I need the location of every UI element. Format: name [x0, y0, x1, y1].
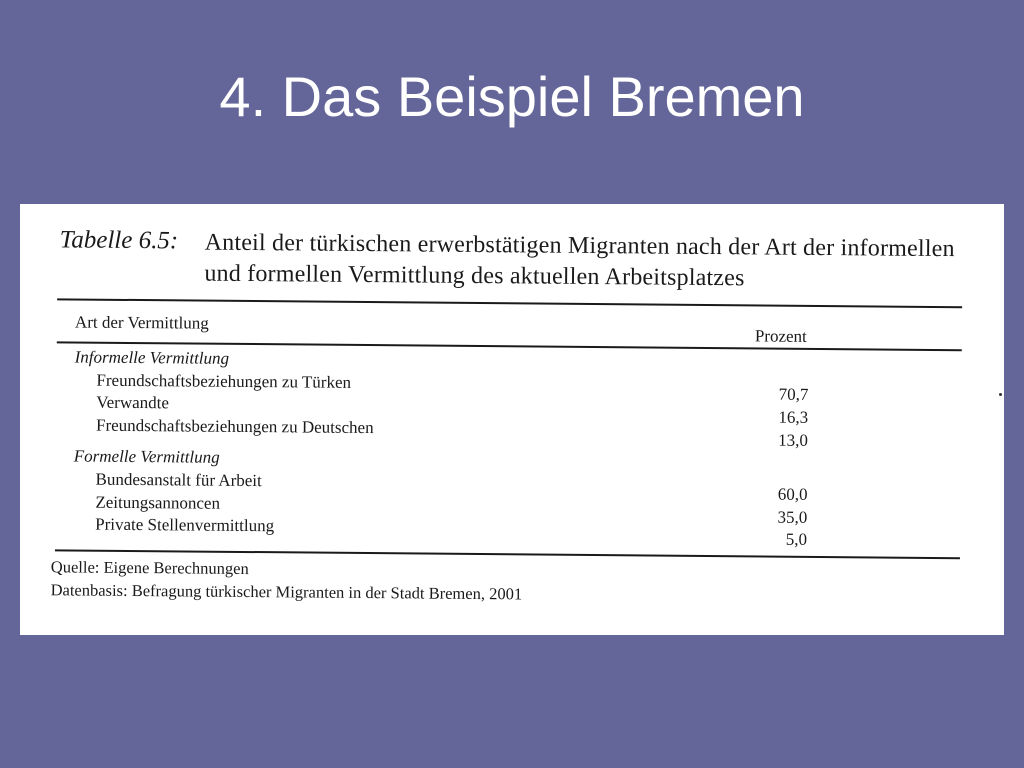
table-source: Quelle: Eigene Berechnungen — [50, 557, 249, 579]
group-title-informal: Informelle Vermittlung — [74, 347, 230, 368]
table-row-value: 5,0 — [785, 529, 808, 549]
table-row-label: Bundesanstalt für Arbeit — [95, 469, 262, 491]
table-caption: Anteil der türkischen erwerbstätigen Migranten nach der Art der informellen und formellen Vermittlung des aktuellen Arbeitsplatzes — [204, 229, 955, 292]
table-row-value: 60,0 — [777, 484, 808, 504]
group-title-formal: Formelle Vermittlung — [73, 446, 220, 467]
column-header-percent: Prozent — [754, 326, 807, 346]
table-row-label: Verwandte — [96, 392, 170, 413]
table-top-rule — [57, 298, 962, 308]
table-row-label: Freundschaftsbeziehungen zu Deutschen — [95, 415, 374, 438]
slide-title: 4. Das Beispiel Bremen — [219, 65, 805, 128]
table-row-value: 16,3 — [778, 407, 809, 427]
table-row-value: 13,0 — [778, 430, 809, 450]
scanned-document — [20, 204, 1004, 635]
table-row-value: 70,7 — [778, 384, 809, 404]
table-row-label: Zeitungsannoncen — [95, 492, 221, 513]
scanned-table-image — [20, 204, 1004, 635]
table-caption-label: Tabelle 6.5: — [59, 226, 179, 255]
table-database: Datenbasis: Befragung türkischer Migranten in der Stadt Bremen, 2001 — [50, 580, 523, 604]
table-bottom-rule — [55, 549, 960, 558]
table-row-value: 35,0 — [777, 507, 808, 527]
scan-speck — [999, 393, 1002, 396]
table-row-label: Freundschaftsbeziehungen zu Türken — [96, 370, 352, 392]
column-header-type: Art der Vermittlung — [74, 312, 209, 333]
table-row-label: Private Stellenvermittlung — [95, 514, 275, 536]
